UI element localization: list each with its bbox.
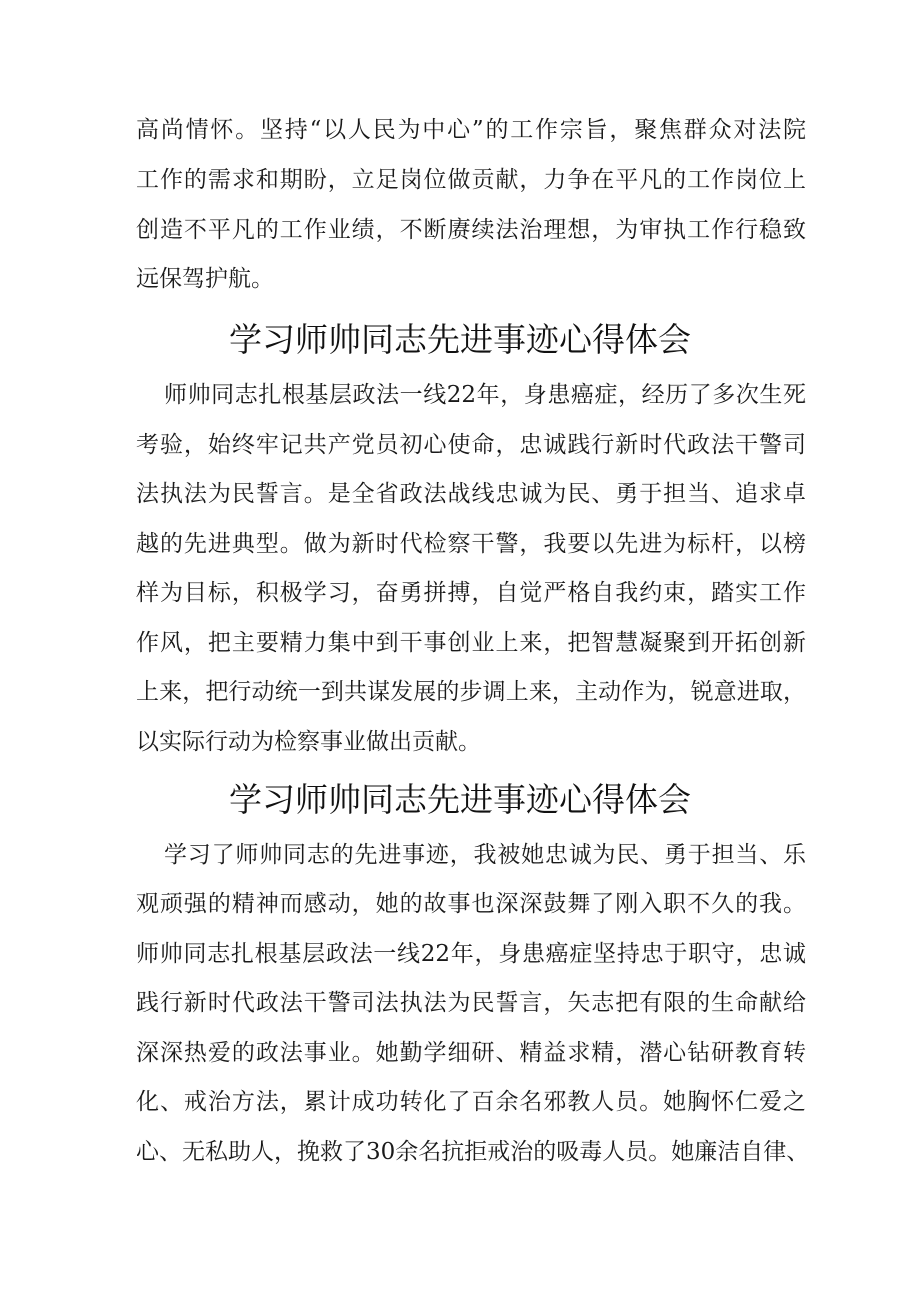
paragraph-line: 践行新时代政法干警司法执法为民誓言，矢志把有限的生命献给	[136, 990, 806, 1016]
paragraph-line: 法执法为民誓言。是全省政法战线忠诚为民、勇于担当、追求卓	[136, 481, 806, 507]
paragraph-line: 样为目标，积极学习，奋勇拼搏，自觉严格自我约束，踏实工作	[136, 580, 806, 606]
intro-line: 创造不平凡的工作业绩，不断赓续法治理想，为审执工作行稳致	[136, 217, 806, 243]
paragraph-line: 师帅同志扎根基层政法一线22年，身患癌症坚持忠于职守，忠诚	[136, 941, 806, 967]
intro-line: 远保驾护航。	[136, 266, 274, 292]
section-title: 学习师帅同志先进事迹心得体会	[229, 780, 691, 819]
paragraph-line: 考验，始终牢记共产党员初心使命，忠诚践行新时代政法干警司	[136, 432, 806, 458]
paragraph-line: 越的先进典型。做为新时代检察干警，我要以先进为标杆，以榜	[136, 531, 806, 557]
paragraph-line: 观顽强的精神而感动，她的故事也深深鼓舞了刚入职不久的我。	[136, 891, 806, 917]
paragraph-line: 以实际行动为检察事业做出贡献。	[136, 729, 481, 755]
intro-line: 工作的需求和期盼，立足岗位做贡献，力争在平凡的工作岗位上	[136, 167, 806, 193]
paragraph-line: 深深热爱的政法事业。她勤学细研、精益求精，潜心钻研教育转	[136, 1040, 806, 1066]
paragraph-line: 化、戒治方法，累计成功转化了百余名邪教人员。她胸怀仁爱之	[136, 1089, 806, 1115]
paragraph-line: 学习了师帅同志的先进事迹，我被她忠诚为民、勇于担当、乐	[164, 842, 806, 868]
paragraph-line: 心、无私助人，挽救了30余名抗拒戒治的吸毒人员。她廉洁自律、	[136, 1139, 810, 1165]
paragraph-line: 上来，把行动统一到共谋发展的步调上来，主动作为，锐意进取，	[136, 679, 806, 705]
section-title: 学习师帅同志先进事迹心得体会	[229, 320, 691, 359]
paragraph-line: 师帅同志扎根基层政法一线22年，身患癌症，经历了多次生死	[164, 382, 806, 408]
paragraph-line: 作风，把主要精力集中到干事创业上来，把智慧凝聚到开拓创新	[136, 630, 806, 656]
intro-line: 高尚情怀。坚持“以人民为中心”的工作宗旨，聚焦群众对法院	[136, 117, 806, 143]
